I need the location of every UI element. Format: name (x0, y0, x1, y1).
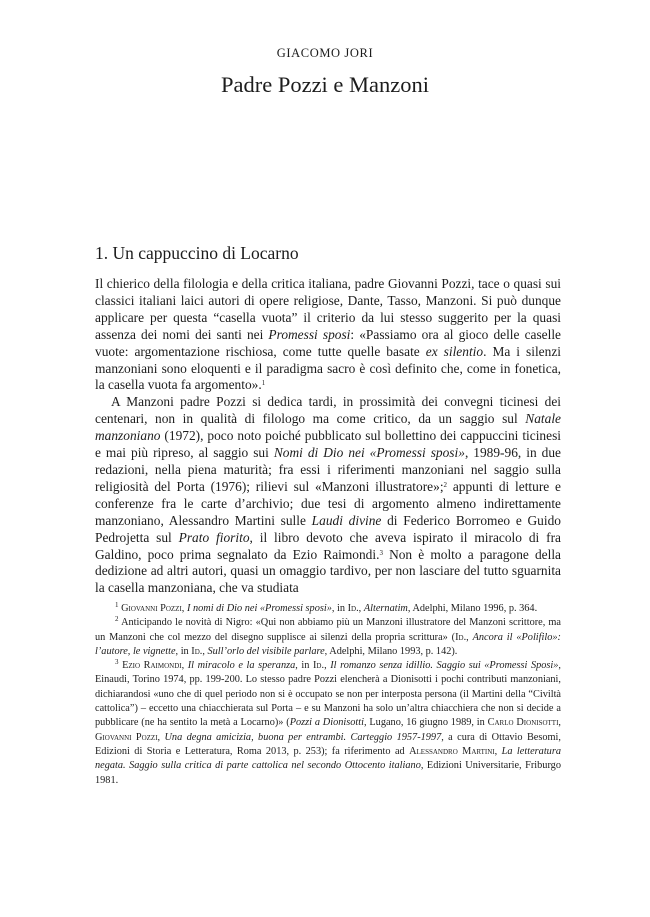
section-heading: 1. Un cappuccino di Locarno (95, 243, 299, 263)
body-text (95, 276, 561, 597)
footnote-ref-2: 2 (443, 480, 448, 489)
footnote-ref-3: 3 (379, 548, 383, 557)
footnotes (95, 602, 561, 788)
paragraph-1: Il chierico della filologia e della critica italiana, padre Giovanni Pozzi, tace o quasi sui classici italiani laici autori di opere religiose, Dante, Tasso, Manzoni. Si può dunque applicare per questa “casella vuota” il criterio da lui stesso suggerito per la quasi assenza dei nomi dei santi nei Promessi sposi: «Passiamo ora al gioco delle caselle vuote: argomentazione rischiosa, come tutte quelle basate ex silentio. Ma i silenzi manzoniani sono eloquenti e il paradigma sacro è così definito che, come in fonetica, la casella vuota fa argomento».$^1$ (95, 276, 561, 393)
footnote-2: $^2$ Anticipando le novità di Nigro: «Qui non abbiamo più un Manzoni illustratore del Manzoni scrittore, ma un Manzoni che col mezzo del disegno supplisce ai silenzi della propria scrittura» (Id., Ancora il «Polifilo»: l’autore, le vignette, in Id., Sull’orlo del visibile parlare, Adelphi, Milano 1993, p. 142). (95, 615, 561, 657)
paragraph-2: A Manzoni padre Pozzi si dedica tardi, in prossimità dei convegni ticinesi dei centenari, non in qualità di filologo ma come critico, da un saggio sul Natale manzoniano (1972), poco noto poiché pubblicato sul bollettino dei cappuccini ticinesi e mai più ripreso, al saggio sui Nomi di Dio nei «Promessi sposi», 1989-96, in due redazioni, nella piena maturità; fra essi i riferimenti manzoniani nel saggio sulla religiosità del Porta (1976); rilievi sul «Manzoni illustratore»;$^2$ appunti di letture e conferenze fra le carte d’archivio; due tesi di argomento almeno indirettamente manzoniano, Alessandro Martini sulle Laudi divine di Federico Borromeo e Guido Pedrojetta sul Prato fiorito, il libro devoto che aveva ispirato il miracolo di fra Galdino, poco prima segnalato da Ezio Raimondi.$^3$ Non è molto a paragone della dedizione ad altri autori, quasi un omaggio tardivo, per non lasciare del tutto sguarnita la casella manzoniana, che va studiata (95, 394, 561, 596)
footnote-1: $^1$ Giovanni Pozzi, I nomi di Dio nei «Promessi sposi», in Id., Alternatim, Adelphi, Milano 1996, p. 364. (115, 601, 538, 614)
author-name: GIACOMO JORI (276, 46, 374, 60)
footnote-3: $^3$ Ezio Raimondi, Il miracolo e la speranza, in Id., Il romanzo senza idillio. Saggio sui «Promessi Sposi», Einaudi, Torino 1974, pp. 199-200. Lo stesso padre Pozzi elencherà a Dionisotti i pochi contributi manzoniani, dichiarandosi «uno che di quel periodo non si è occupato se non per interposta persona (il Martini della “Civiltà cattolica”) – eccetto una chiacchierata sul Porta – e su Manzoni ha solo un’altra chiacchiera che non si decide a pubblicare (ne ha sentito la metà a Locarno)» (Pozzi a Dionisotti, Lugano, 16 giugno 1989, in Carlo Dionisotti, Giovanni Pozzi, Una degna amicizia, buona per entrambi. Carteggio 1957-1997, a cura di Ottavio Besomi, Edizioni di Storia e Letteratura, Roma 2013, p. 253); fa riferimento ad Alessandro Martini, La letteratura negata. Saggio sulla critica di parte cattolica nel secondo Ottocento italiano, Edizioni Universitarie, Friburgo 1981. (95, 658, 561, 786)
chapter-title: Padre Pozzi e Manzoni (220, 72, 430, 97)
footnote-ref-1: 1 (261, 379, 266, 388)
